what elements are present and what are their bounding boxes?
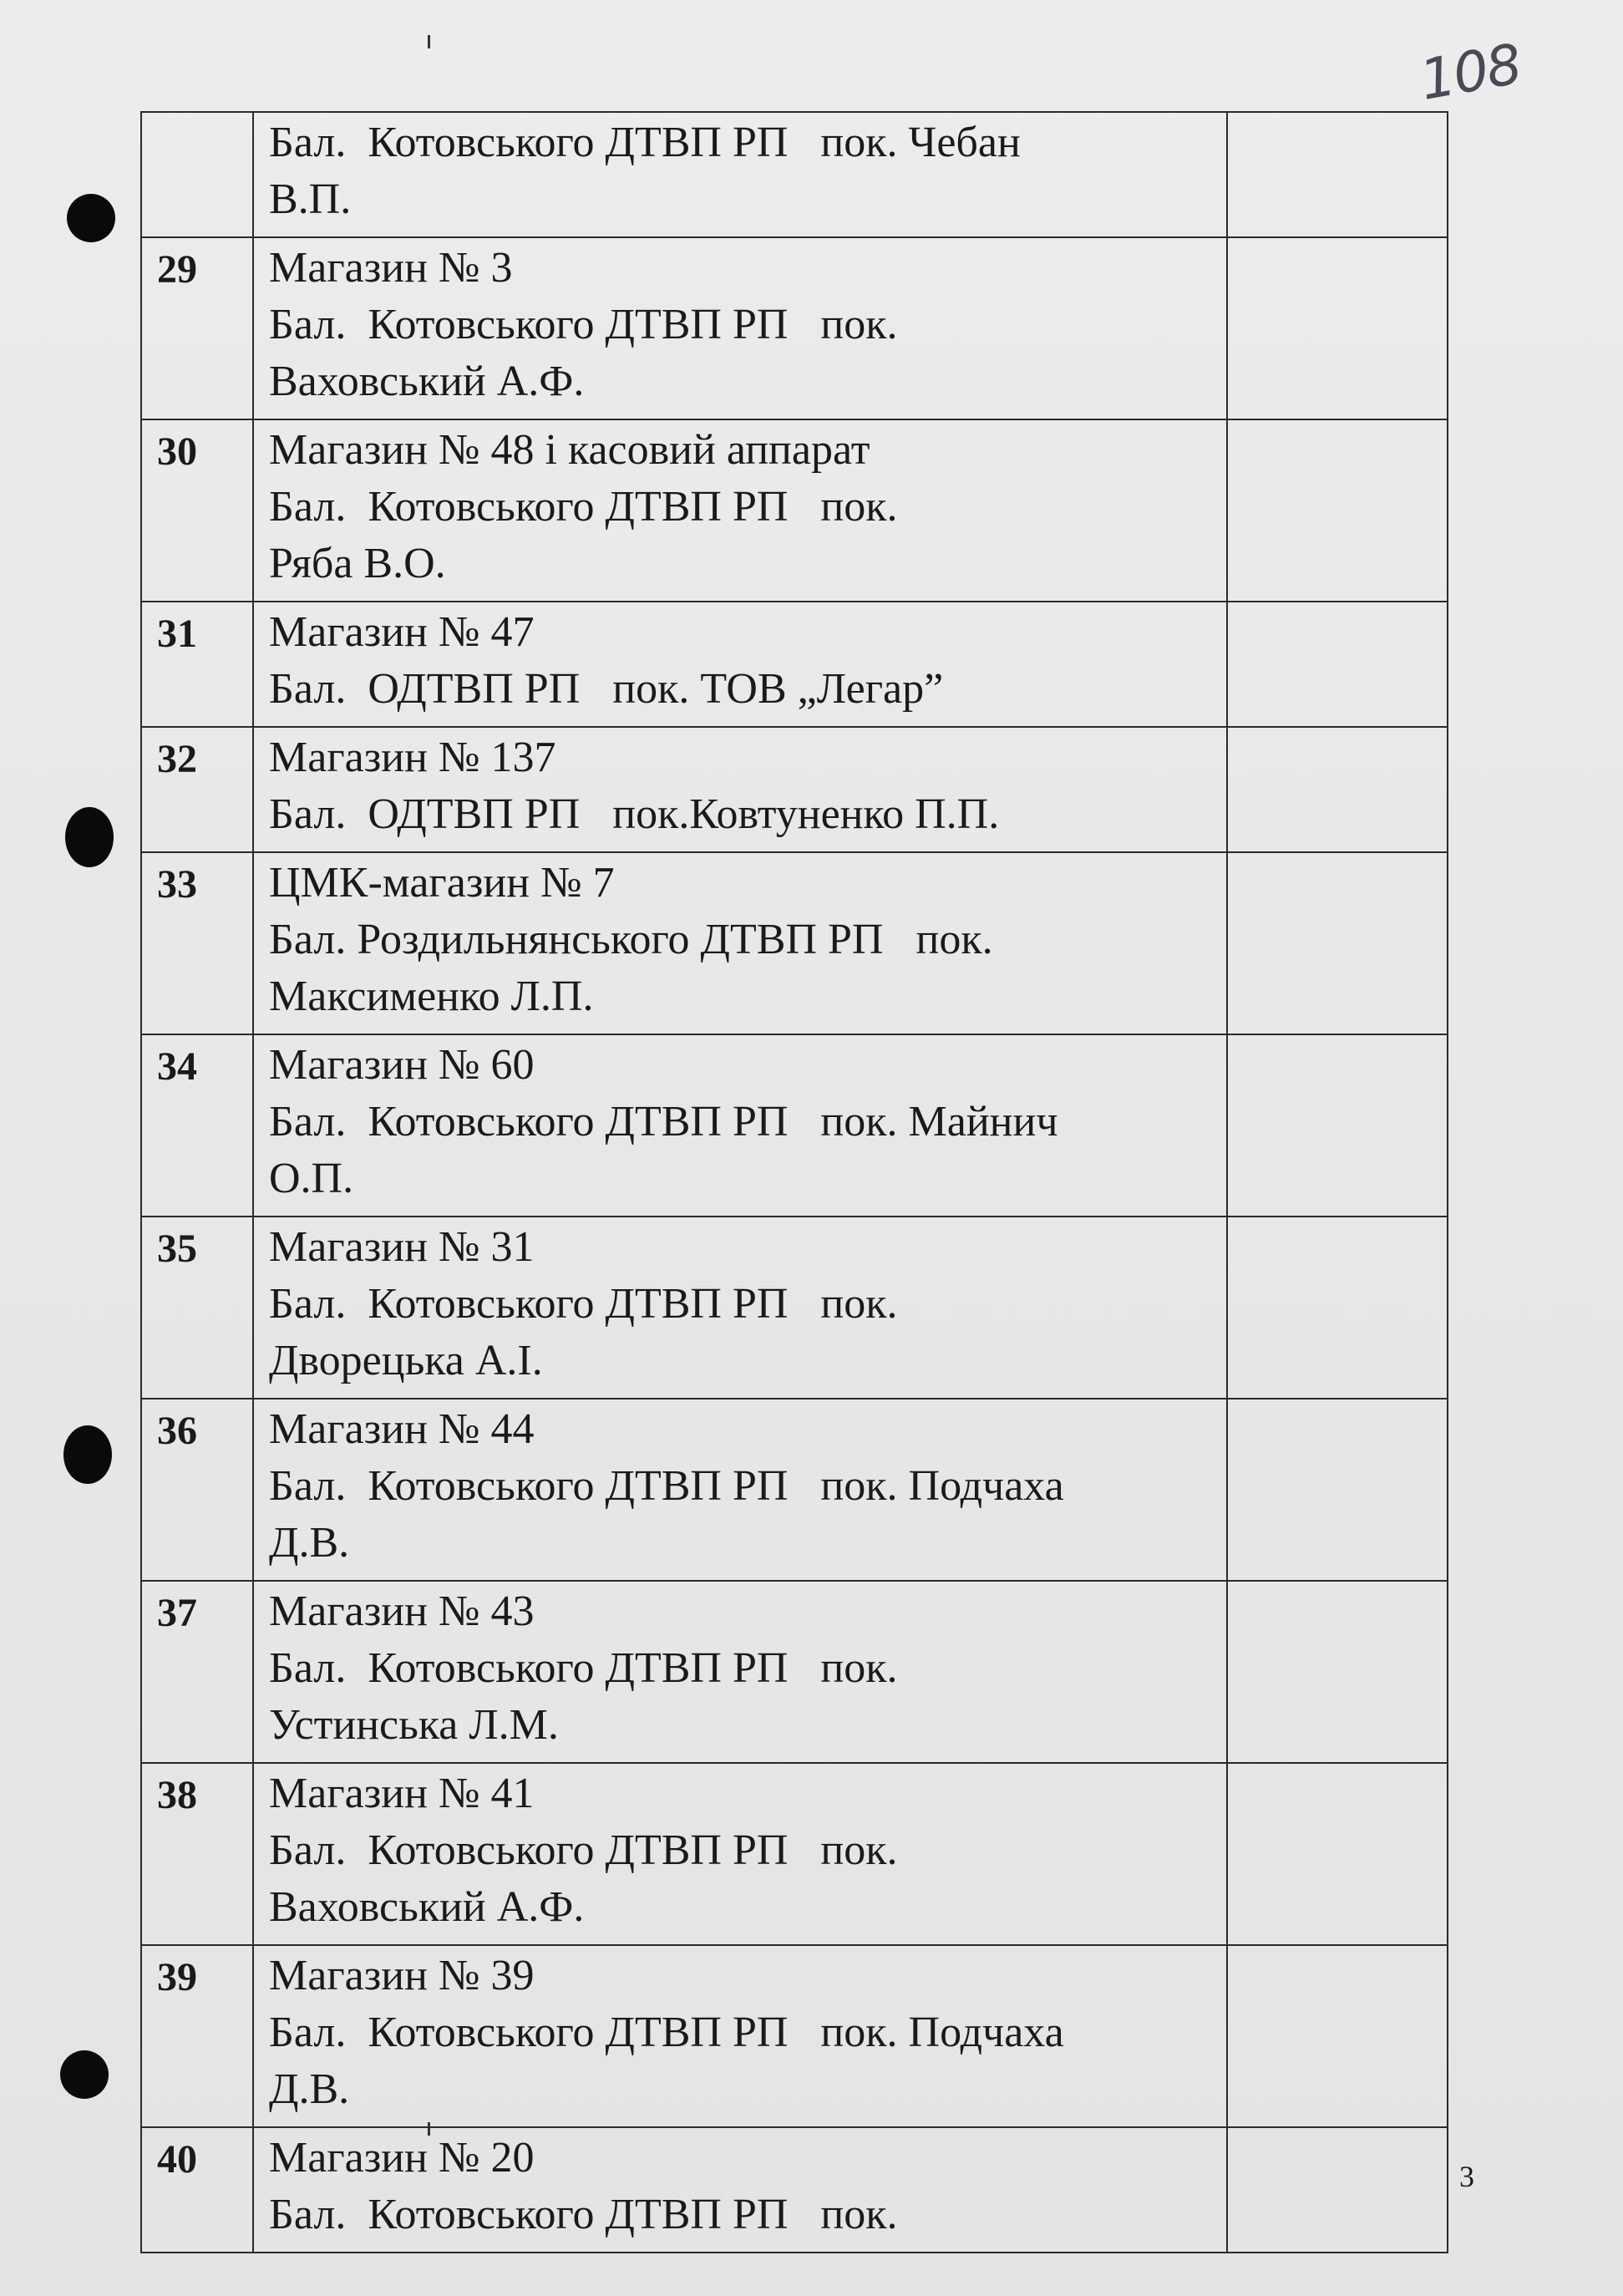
table-row — [141, 602, 1448, 727]
description-line: Устинська Л.М. — [269, 1701, 559, 1749]
table-row — [141, 852, 1448, 1034]
description-line: Магазин № 137 — [269, 734, 556, 781]
row-extra-cell — [1227, 852, 1448, 1034]
row-number: 37 — [141, 1581, 253, 1763]
row-description — [253, 1763, 1227, 1945]
punch-hole-1 — [67, 194, 115, 242]
row-description — [253, 602, 1227, 727]
row-description — [253, 112, 1227, 237]
row-description — [253, 2127, 1227, 2253]
row-description — [253, 1945, 1227, 2127]
description-line: Бал. Котовського ДТВП РП пок. Подчаха — [269, 1462, 1064, 1510]
description-line: Ваховський А.Ф. — [269, 1883, 585, 1931]
table-row — [141, 1581, 1448, 1763]
table-row — [141, 1399, 1448, 1581]
page-number: 3 — [1459, 2160, 1474, 2193]
row-description — [253, 1034, 1227, 1217]
row-description — [253, 419, 1227, 602]
description-line: Магазин № 60 — [269, 1041, 535, 1089]
table-row — [141, 1034, 1448, 1217]
description-line: Бал. Котовського ДТВП РП пок. Майнич — [269, 1098, 1058, 1145]
description-line: Магазин № 43 — [269, 1587, 535, 1635]
description-line: Бал. Котовського ДТВП РП пок. — [269, 2191, 898, 2238]
description-line: ЦМК-магазин № 7 — [269, 859, 615, 907]
description-line: Бал. Котовського ДТВП РП пок. — [269, 301, 898, 348]
description-line: Магазин № 48 і касовий аппарат — [269, 426, 870, 474]
row-extra-cell — [1227, 1581, 1448, 1763]
description-line: Бал. Роздильнянського ДТВП РП пок. — [269, 916, 993, 963]
description-line: Магазин № 39 — [269, 1952, 535, 1999]
row-number: 29 — [141, 237, 253, 419]
handwritten-sheet-number: 108 — [1415, 32, 1525, 113]
description-line: Бал. Котовського ДТВП РП пок. Подчаха — [269, 2009, 1064, 2056]
table-row — [141, 419, 1448, 602]
description-line: Бал. Котовського ДТВП РП пок. Чебан — [269, 119, 1021, 166]
row-description — [253, 852, 1227, 1034]
description-line: О.П. — [269, 1155, 354, 1202]
table-row — [141, 727, 1448, 852]
row-extra-cell — [1227, 1945, 1448, 2127]
row-number: 31 — [141, 602, 253, 727]
scan-mark-top — [428, 35, 430, 48]
description-line: Ряба В.О. — [269, 540, 446, 587]
row-extra-cell — [1227, 727, 1448, 852]
description-line: Магазин № 44 — [269, 1405, 535, 1453]
row-extra-cell — [1227, 1763, 1448, 1945]
description-line: Бал. Котовського ДТВП РП пок. — [269, 1644, 898, 1692]
table-row — [141, 1217, 1448, 1399]
row-description — [253, 1581, 1227, 1763]
table-row — [141, 237, 1448, 419]
description-line: Магазин № 47 — [269, 608, 535, 656]
table-row — [141, 2127, 1448, 2253]
row-number: 39 — [141, 1945, 253, 2127]
row-number — [141, 112, 253, 237]
description-line: Бал. ОДТВП РП пок. ТОВ „Легар” — [269, 665, 944, 713]
description-line: Дворецька А.І. — [269, 1337, 543, 1384]
punch-hole-2 — [65, 807, 114, 867]
description-line: Бал. Котовського ДТВП РП пок. — [269, 483, 898, 531]
row-number: 35 — [141, 1217, 253, 1399]
description-line: В.П. — [269, 175, 352, 223]
row-description — [253, 237, 1227, 419]
row-description — [253, 1217, 1227, 1399]
description-line: Бал. Котовського ДТВП РП пок. — [269, 1826, 898, 1874]
punch-hole-4 — [60, 2050, 109, 2099]
description-line: Магазин № 3 — [269, 244, 513, 292]
row-extra-cell — [1227, 1217, 1448, 1399]
row-number: 34 — [141, 1034, 253, 1217]
row-description — [253, 727, 1227, 852]
description-line: Магазин № 20 — [269, 2134, 535, 2182]
row-number: 30 — [141, 419, 253, 602]
row-number: 33 — [141, 852, 253, 1034]
description-line: Д.В. — [269, 1519, 350, 1567]
row-extra-cell — [1227, 1399, 1448, 1581]
table-row — [141, 1763, 1448, 1945]
description-line: Бал. ОДТВП РП пок.Ковтуненко П.П. — [269, 790, 1000, 838]
description-line: Магазин № 31 — [269, 1223, 535, 1271]
row-extra-cell — [1227, 237, 1448, 419]
row-extra-cell — [1227, 602, 1448, 727]
inventory-table — [140, 111, 1448, 2253]
row-description — [253, 1399, 1227, 1581]
punch-hole-3 — [63, 1425, 112, 1484]
row-number: 32 — [141, 727, 253, 852]
table-row — [141, 1945, 1448, 2127]
description-line: Бал. Котовського ДТВП РП пок. — [269, 1280, 898, 1328]
row-extra-cell — [1227, 1034, 1448, 1217]
description-line: Д.В. — [269, 2065, 350, 2113]
row-number: 40 — [141, 2127, 253, 2253]
row-number: 38 — [141, 1763, 253, 1945]
row-number: 36 — [141, 1399, 253, 1581]
row-extra-cell — [1227, 112, 1448, 237]
row-extra-cell — [1227, 419, 1448, 602]
description-line: Максименко Л.П. — [269, 973, 594, 1020]
row-extra-cell — [1227, 2127, 1448, 2253]
description-line: Ваховський А.Ф. — [269, 358, 585, 405]
description-line: Магазин № 41 — [269, 1770, 535, 1817]
table-row — [141, 112, 1448, 237]
